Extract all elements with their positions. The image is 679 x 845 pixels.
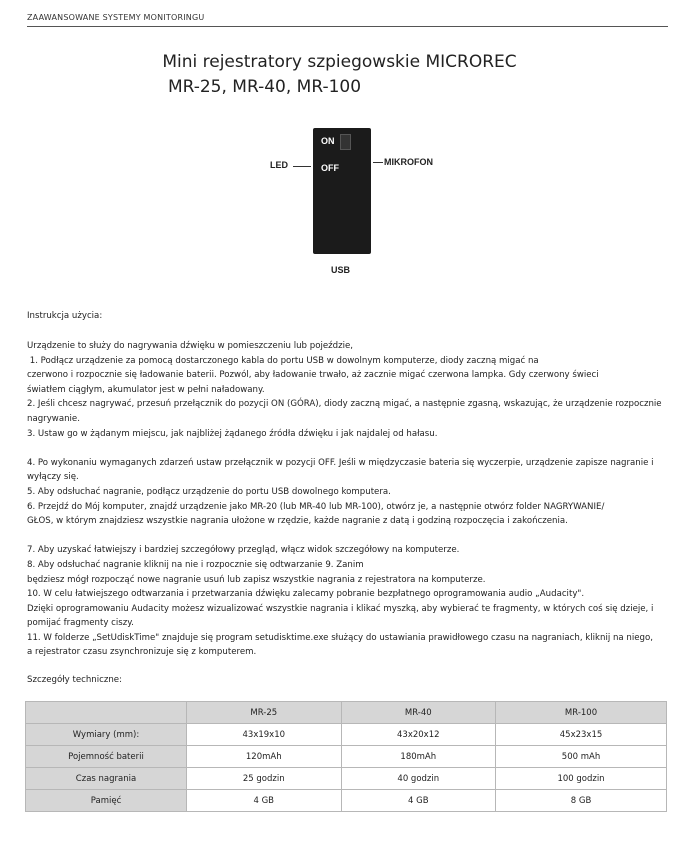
instruction-line: GŁOS, w którym znajdziesz wszystkie nagrania ułożone w rzędzie, każde nagranie z datą i godziną rozpoczęcia i zakończenia. — [27, 516, 568, 527]
table-cell: 43x20x12 — [341, 724, 496, 746]
table-cell: 4 GB — [341, 790, 496, 812]
table-header-row — [26, 702, 667, 724]
mic-label: MIKROFON — [384, 157, 433, 167]
table-row — [26, 724, 667, 746]
on-label: ON — [321, 136, 335, 146]
row-header: Pojemność baterii — [26, 746, 187, 768]
instruction-line: 10. W celu łatwiejszego odtwarzania i przetwarzania dźwięku zalecamy pobranie bezpłatnego oprogramowania audio „Audacity". — [27, 589, 585, 600]
column-header — [26, 702, 187, 724]
column-header: MR-100 — [496, 702, 667, 724]
instruction-line: 7. Aby uzyskać łatwiejszy i bardziej szczegółowy przegląd, włącz widok szczegółowy na komputerze. — [27, 545, 460, 556]
instruction-line: 5. Aby odsłuchać nagranie, podłącz urządzenie do portu USB dowolnego komputera. — [27, 486, 391, 497]
specs-heading-text: Szczegóły techniczne: — [27, 675, 122, 685]
instructions-heading-text: Instrukcja użycia: — [27, 311, 103, 321]
row-header: Czas nagrania — [26, 768, 187, 790]
row-header: Pamięć — [26, 790, 187, 812]
table-row — [26, 768, 667, 790]
instruction-line: nagrywanie. — [27, 413, 80, 424]
instruction-line — [27, 529, 672, 544]
table-cell: 25 godzin — [187, 768, 342, 790]
instructions-heading — [27, 309, 672, 324]
column-header: MR-25 — [187, 702, 342, 724]
column-header: MR-40 — [341, 702, 496, 724]
instruction-line: Urządzenie to służy do nagrywania dźwięku w pomieszczeniu lub pojeździe, — [27, 341, 354, 351]
off-label: OFF — [321, 163, 339, 173]
instruction-line: 2. Jeśli chcesz nagrywać, przesuń przełącznik do pozycji ON (GÓRA), diody zaczną migać, a następnie zgasną, wskazując, że urządzenie rozpocznie — [27, 399, 662, 410]
header-divider — [27, 26, 668, 27]
instruction-line: 6. Przejdź do Mój komputer, znajdź urządzenie jako MR-20 (lub MR-40 lub MR-100), otwórz je, a następnie otwórz folder NAGRYWANIE/ — [27, 501, 605, 512]
page-header: ZAAWANSOWANE SYSTEMY MONITORINGU — [27, 13, 205, 22]
instruction-line: będziesz mógł rozpocząć nowe nagranie usuń lub zapisz wszystkie nagrania z rejestratora na komputerze. — [27, 574, 486, 585]
led-label: LED — [270, 160, 288, 170]
table-cell: 40 godzin — [341, 768, 496, 790]
specs-table — [25, 701, 667, 812]
instruction-line: czerwono i rozpocznie się ładowanie baterii. Pozwól, aby ładowanie trwało, aż zacznie migać czerwona lampka. Gdy czerwony świeci — [27, 370, 599, 381]
instruction-line: a rejestrator czasu zsynchronizuje się z komputerem. — [27, 647, 257, 658]
instruction-line: 1. Podłącz urządzenie za pomocą dostarczonego kabla do portu USB w dowolnym komputerze, diody zaczną migać na — [27, 355, 539, 366]
table-cell: 43x19x10 — [187, 724, 342, 746]
table-cell: 500 mAh — [496, 746, 667, 768]
instruction-line — [27, 441, 672, 456]
usb-label: USB — [331, 265, 351, 275]
device-figure — [0, 120, 679, 280]
instruction-line: 4. Po wykonaniu wymaganych zdarzeń ustaw przełącznik w pozycji OFF. Jeśli w międzyczasie bateria się wyczerpie, urządzenie zapisze nagranie i — [27, 457, 654, 468]
mic-arrow — [373, 162, 383, 163]
table-cell: 45x23x15 — [496, 724, 667, 746]
specs-heading — [27, 673, 672, 688]
instruction-line: pomijać fragmenty ciszy. — [27, 618, 134, 629]
instruction-line: 3. Ustaw go w żądanym miejscu, jak najbliżej żądanego źródła dźwięku i jak najdalej od hałasu. — [27, 428, 438, 439]
table-row — [26, 790, 667, 812]
instruction-line: 11. W folderze „SetUdiskTime" znajduje się program setudisktime.exe służący do ustawiania prawidłowego czasu na nagraniach, kliknij na niego, — [27, 632, 653, 643]
title-line-1: Mini rejestratory szpiegowskie MICROREC — [162, 52, 517, 72]
title-line-2: MR-25, MR-40, MR-100 — [167, 77, 362, 97]
table-cell: 8 GB — [496, 790, 667, 812]
led-arrow — [293, 166, 311, 167]
instruction-line: światłem ciągłym, akumulator jest w pełni naładowany. — [27, 384, 265, 395]
instruction-line: wyłączy się. — [27, 472, 79, 483]
table-cell: 120mAh — [187, 746, 342, 768]
row-header: Wymiary (mm): — [26, 724, 187, 746]
instructions-body — [27, 339, 672, 660]
table-row — [26, 746, 667, 768]
recorder-device — [313, 128, 371, 254]
table-cell: 4 GB — [187, 790, 342, 812]
page-title — [0, 50, 679, 100]
instruction-line: 8. Aby odsłuchać nagranie kliknij na nie i rozpocznie się odtwarzanie 9. Zanim — [27, 559, 364, 570]
power-switch — [340, 134, 351, 150]
table-cell: 100 godzin — [496, 768, 667, 790]
instruction-line: Dzięki oprogramowaniu Audacity możesz wizualizować wszystkie nagrania i klikać myszką, aby wybierać te fragmenty, w których coś się dzieje, i — [27, 603, 654, 614]
table-cell: 180mAh — [341, 746, 496, 768]
